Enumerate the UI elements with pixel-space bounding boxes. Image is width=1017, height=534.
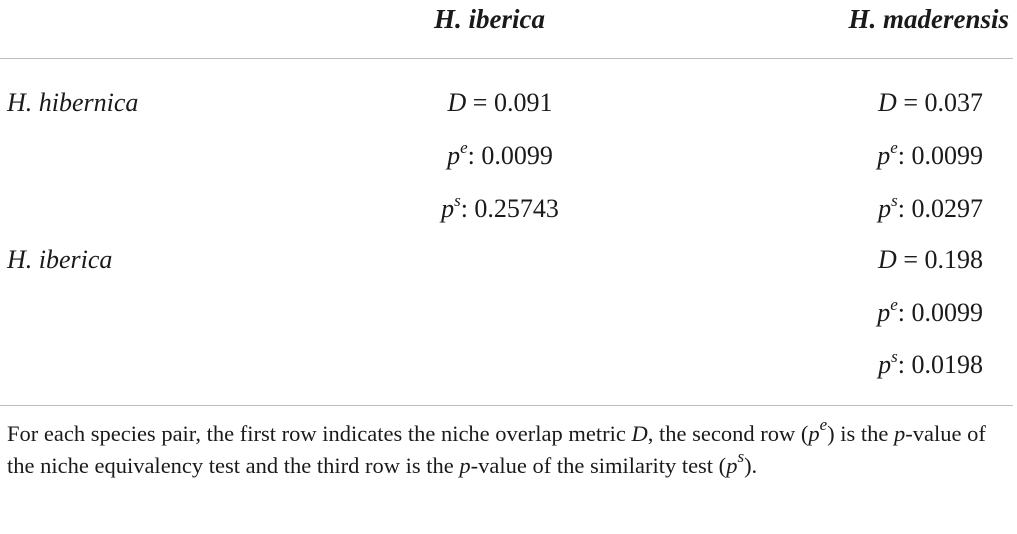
cell-r2-c2-similarity-p: $p^s$: 0.0198 — [878, 347, 983, 379]
cell-r1-c1-similarity-p: $p^s$: 0.25743 — [441, 191, 559, 223]
cell-r2-c2-equivalency-p: $p^e$: 0.0099 — [877, 295, 983, 327]
table-header-rule — [0, 58, 1013, 59]
cell-r1-c1-equivalency-p: $p^e$: 0.0099 — [447, 138, 553, 170]
cell-r1-c2-similarity-p: $p^s$: 0.0297 — [878, 191, 983, 223]
cell-r1-c2-equivalency-p: $p^e$: 0.0099 — [877, 138, 983, 170]
cell-r1-c1-overlap-d: D = 0.091 — [447, 88, 553, 117]
row-label-h-iberica: H. iberica — [7, 245, 113, 274]
column-header-h-maderensis: H. maderensis — [848, 4, 1009, 34]
table-footnote: For each species pair, the first row indicates the niche overlap metric D, the second row $(p^e)$ is the p-value of the niche equivalency test and the third row is the p-value of the similarity test $(p^s)$. — [7, 415, 986, 478]
column-header-h-iberica: H. iberica — [434, 4, 545, 34]
row-label-h-hibernica: H. hibernica — [7, 88, 139, 117]
cell-r1-c2-overlap-d: D = 0.037 — [878, 88, 983, 117]
table-footer-rule — [0, 405, 1013, 406]
cell-r2-c2-overlap-d: D = 0.198 — [878, 245, 983, 274]
